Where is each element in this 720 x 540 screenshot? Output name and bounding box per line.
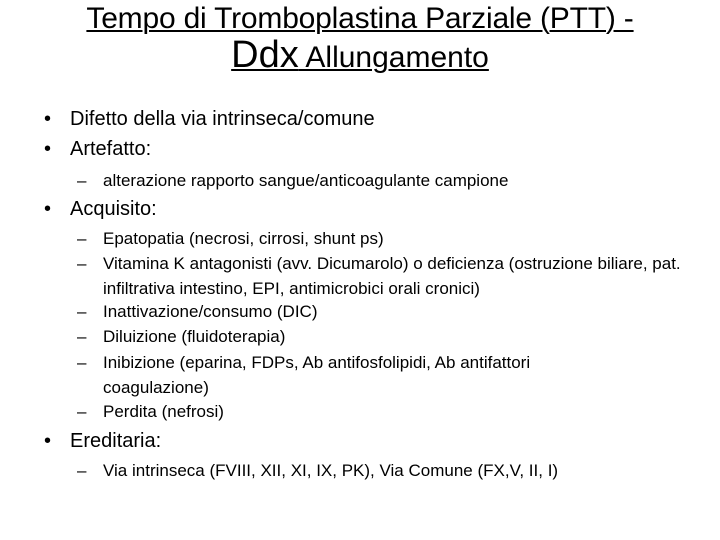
bullet-icon: • [44,138,52,160]
dash-icon: – [77,327,87,346]
title-line-1: Tempo di Tromboplastina Parziale (PTT) - [86,2,634,35]
sub-bullet-item [77,325,697,350]
title-allungamento: Allungamento [298,41,489,74]
title-ddx: Ddx [231,34,299,76]
sub-bullet-text: Diluizione (fluidoterapia) [103,327,286,346]
bullet-text: Acquisito: [70,198,157,220]
sub-bullet-item [77,300,697,325]
bullet-text: Difetto della via intrinseca/comune [70,108,375,130]
sub-bullet-item [77,252,697,301]
sub-bullet-item [77,459,697,484]
sub-bullet-item [77,227,697,252]
bullet-item [44,197,157,221]
bullet-icon: • [44,430,52,452]
dash-icon: – [77,353,87,372]
dash-icon: – [77,302,87,321]
sub-bullet-text: Via intrinseca (FVIII, XII, XI, IX, PK), Via Comune (FX,V, II, I) [103,461,559,480]
sub-bullet-text: Inattivazione/consumo (DIC) [103,302,318,321]
bullet-item [44,137,151,161]
sub-bullet-item [77,400,697,425]
dash-icon: – [77,254,87,273]
dash-icon: – [77,229,87,248]
bullet-item [44,107,375,131]
sub-bullet-text: Perdita (nefrosi) [103,402,224,421]
dash-icon: – [77,461,87,480]
sub-bullet-text: alterazione rapporto sangue/anticoagulante campione [103,171,509,190]
bullet-text: Ereditaria: [70,430,162,452]
sub-bullet-item [77,169,697,194]
dash-icon: – [77,402,87,421]
sub-bullet-text: Inibizione (eparina, FDPs, Ab antifosfolipidi, Ab antifattori coagulazione) [103,353,531,397]
bullet-item [44,429,161,453]
sub-bullet-text: Vitamina K antagonisti (avv. Dicumarolo) o deficienza (ostruzione biliare, pat. infiltrativa intestino, EPI, antimicrobici orali cronici) [103,254,681,298]
bullet-icon: • [44,108,52,130]
bullet-text: Artefatto: [70,138,152,160]
sub-bullet-text: Epatopatia (necrosi, cirrosi, shunt ps) [103,229,384,248]
dash-icon: – [77,171,87,190]
bullet-icon: • [44,198,52,220]
sub-bullet-item [77,351,637,400]
